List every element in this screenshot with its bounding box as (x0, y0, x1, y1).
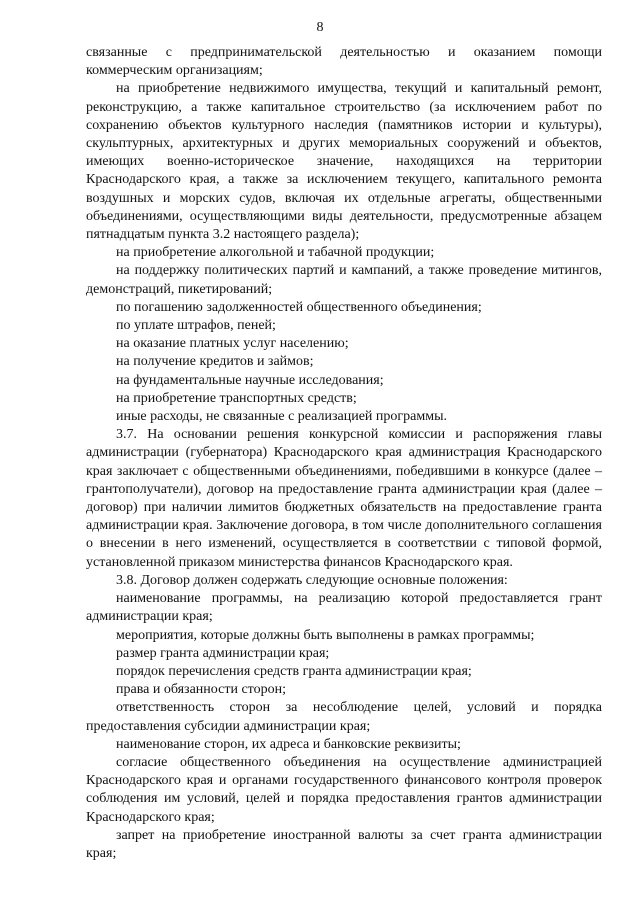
paragraph: по погашению задолженностей общественного объединения; (116, 299, 482, 315)
paragraph: связанные с предпринимательской деятельностью и оказанием помощи коммерческим организациям; (86, 45, 602, 79)
paragraph: 3.7. На основании решения конкурсной комиссии и распоряжения главы администрации (губернатора) Краснодарского края администрация Краснодарского края заключает с общественными объединениями, победившими в конкурсе (далее – грантополучатели), договор на предоставление гранта администрации края (далее – договор) при наличии лимитов бюджетных обязательств на предоставление гранта администрации края. Заключение договора, в том числе дополнительного соглашения о внесении в него изменений, осуществляется в соответствии с типовой формой, установленной приказом министерства финансов Краснодарского края. (86, 427, 602, 570)
paragraph: права и обязанности сторон; (116, 682, 286, 698)
paragraph: запрет на приобретение иностранной валюты за счет гранта администрации края; (86, 827, 602, 861)
paragraph: на получение кредитов и займов; (116, 354, 314, 370)
paragraph: на поддержку политических партий и кампаний, а также проведение митингов, демонстраций, пикетирований; (86, 263, 602, 297)
paragraph: наименование сторон, их адреса и банковские реквизиты; (116, 736, 461, 752)
paragraph: на оказание платных услуг населению; (116, 336, 349, 352)
paragraph: на приобретение алкогольной и табачной продукции; (116, 245, 435, 261)
paragraph: ответственность сторон за несоблюдение целей, условий и порядка предоставления субсидии администрации края; (86, 700, 602, 734)
page-number: 8 (316, 20, 324, 35)
paragraph: размер гранта администрации края; (116, 645, 330, 661)
paragraph: на фундаментальные научные исследования; (116, 372, 384, 388)
paragraph: порядок перечисления средств гранта администрации края; (116, 663, 472, 679)
paragraph: 3.8. Договор должен содержать следующие основные положения: (116, 572, 508, 588)
paragraph: на приобретение транспортных средств; (116, 390, 357, 406)
paragraph: мероприятия, которые должны быть выполнены в рамках программы; (116, 627, 535, 643)
document-body (86, 44, 602, 863)
paragraph: согласие общественного объединения на осуществление администрацией Краснодарского края и органами государственного финансового контроля проверок соблюдения им условий, целей и порядка предоставления грантов администрации Краснодарского края; (86, 754, 602, 825)
paragraph: наименование программы, на реализацию которой предоставляется грант администрации края; (86, 591, 602, 625)
paragraph: по уплате штрафов, пеней; (116, 318, 276, 334)
paragraph: иные расходы, не связанные с реализацией программы. (116, 409, 447, 425)
paragraph: на приобретение недвижимого имущества, текущий и капитальный ремонт, реконструкцию, а также капитальное строительство (за исключением работ по сохранению объектов культурного наследия (памятников истории и культуры), скульптурных, архитектурных и других мемориальных сооружений и объектов, имеющих военно-историческое значение, находящихся на территории Краснодарского края, а также за исключением текущего, капитального ремонта воздушных и морских судов, включая их отдельные агрегаты, общественными объединениями, осуществляющими виды деятельности, предусмотренные абзацем пятнадцатым пункта 3.2 настоящего раздела); (86, 81, 602, 243)
